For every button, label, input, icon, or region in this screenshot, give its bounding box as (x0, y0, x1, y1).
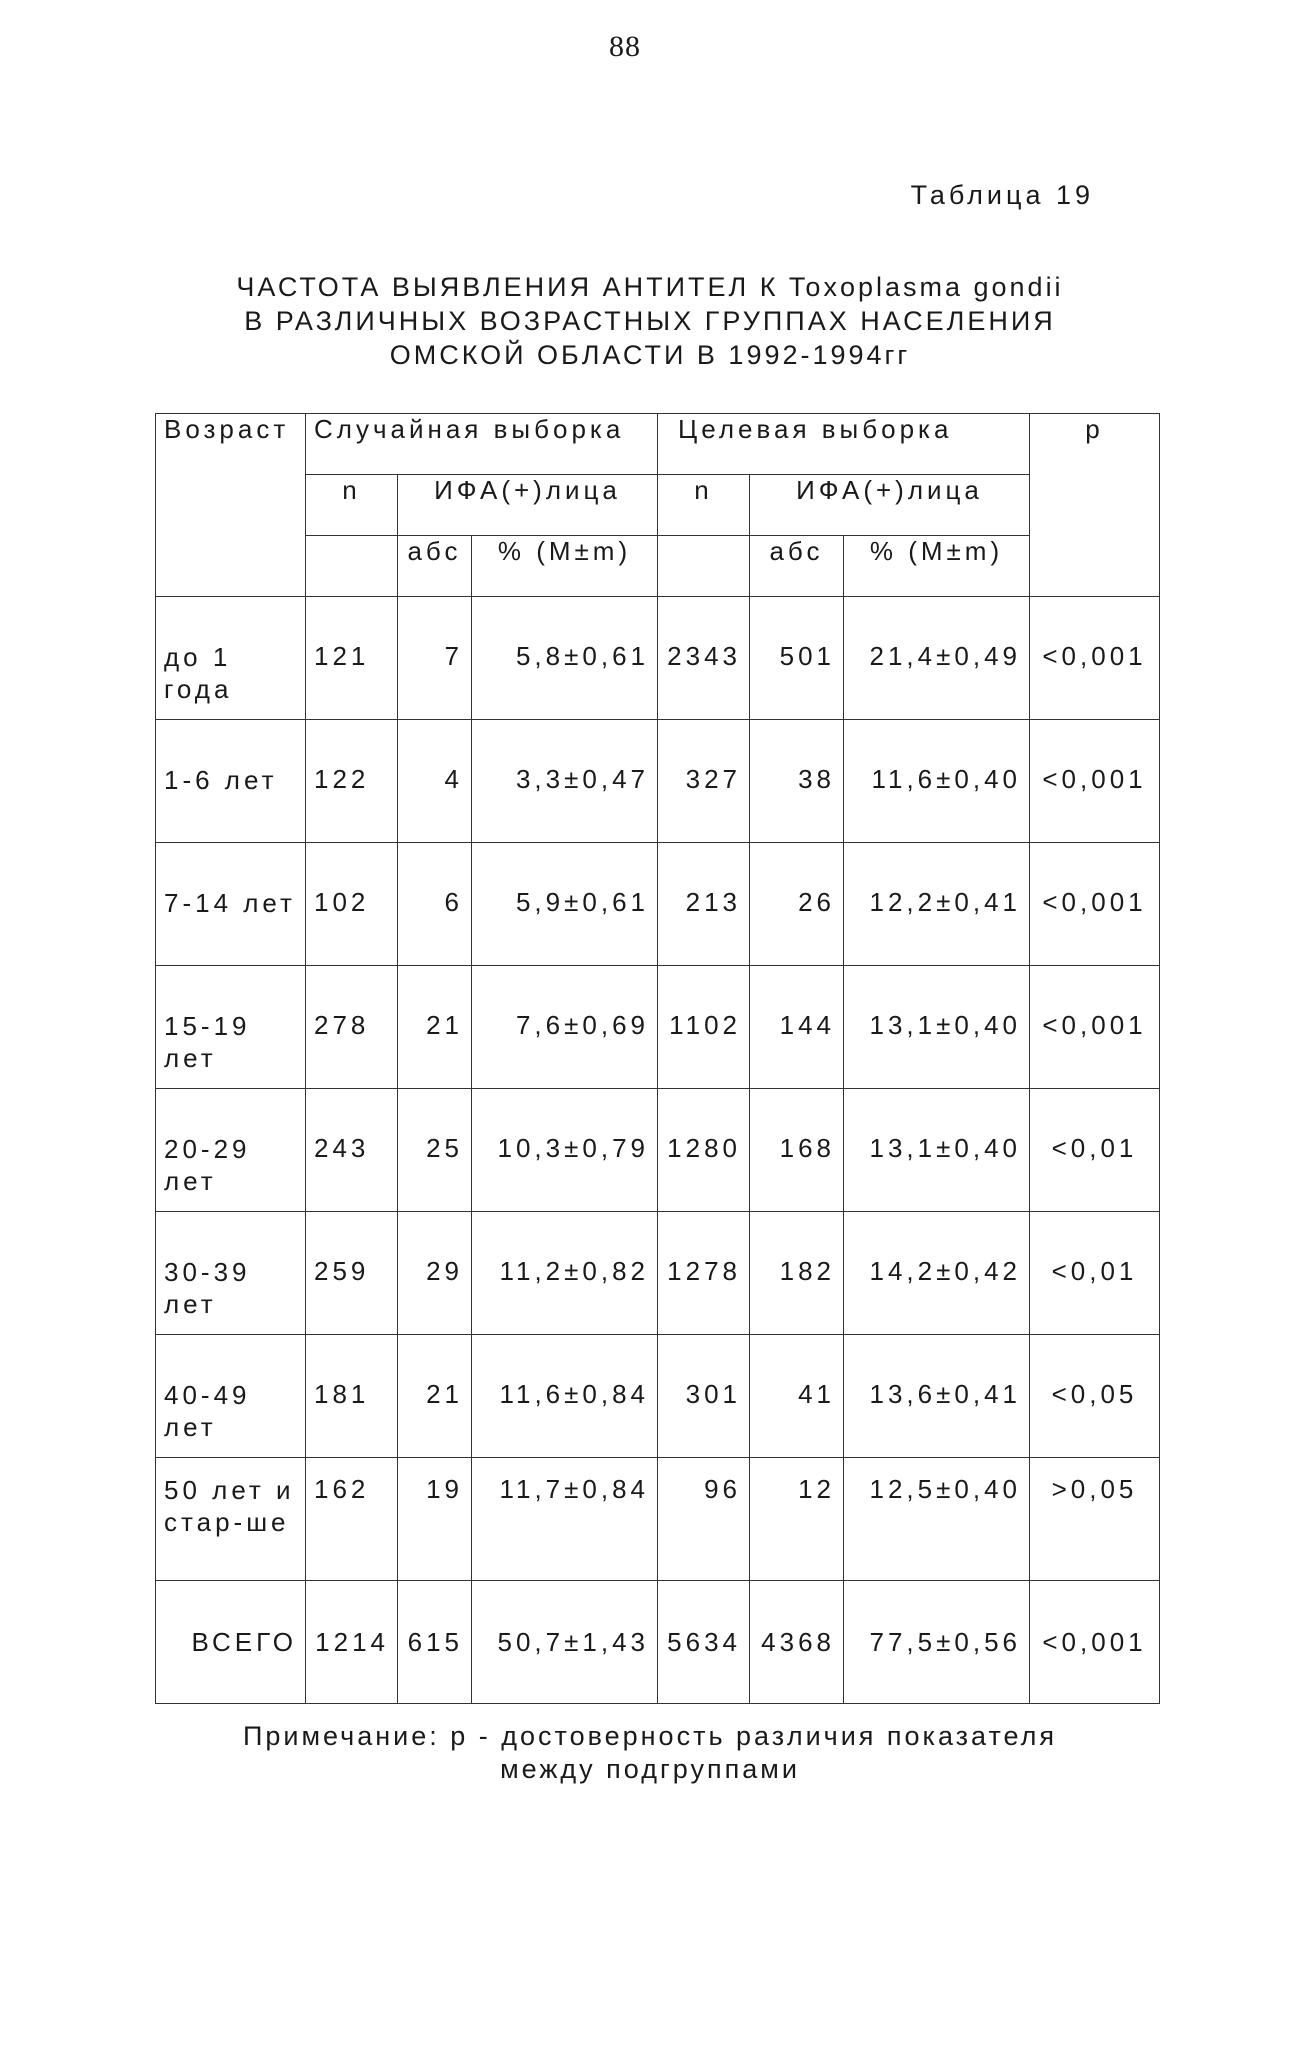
cell-pct-target: 13,6±0,41 (844, 1335, 1030, 1458)
header-p: p (1030, 414, 1160, 597)
cell-n-random: 259 (306, 1212, 398, 1335)
cell-n-random: 122 (306, 720, 398, 843)
cell-age: 30-39 лет (156, 1212, 306, 1335)
cell-age: до 1 года (156, 597, 306, 720)
header-abs-random: абс (398, 536, 472, 597)
cell-abs-target: 12 (750, 1458, 844, 1581)
page-number: 88 (609, 30, 641, 63)
cell-pct-random: 11,2±0,82 (472, 1212, 658, 1335)
cell-pct-random: 11,6±0,84 (472, 1335, 658, 1458)
header-ifa-target: ИФА(+)лица (750, 475, 1030, 536)
data-table (155, 413, 1160, 1704)
cell-pct-random: 5,9±0,61 (472, 843, 658, 966)
cell-p: <0,001 (1030, 597, 1160, 720)
header-ifa-random: ИФА(+)лица (398, 475, 658, 536)
cell-n-target: 327 (658, 720, 750, 843)
cell-age: 15-19 лет (156, 966, 306, 1089)
cell-n-random: 243 (306, 1089, 398, 1212)
footnote-line-1: Примечание: p - достоверность различия показателя (242, 1721, 1058, 1751)
cell-abs-random: 29 (398, 1212, 472, 1335)
cell-pct-target: 13,1±0,40 (844, 966, 1030, 1089)
cell-p: <0,001 (1030, 720, 1160, 843)
table-row (156, 843, 1160, 966)
cell-p: <0,05 (1030, 1335, 1160, 1458)
cell-abs-random: 4 (398, 720, 472, 843)
total-cell-n-random: 1214 (306, 1581, 398, 1704)
header-target-sample: Целевая выборка (658, 414, 1030, 475)
cell-n-target: 213 (658, 843, 750, 966)
cell-abs-random: 25 (398, 1089, 472, 1212)
footnote (150, 1720, 1150, 1786)
cell-n-target: 1280 (658, 1089, 750, 1212)
cell-abs-target: 144 (750, 966, 844, 1089)
cell-p: <0,01 (1030, 1089, 1160, 1212)
cell-n-random: 181 (306, 1335, 398, 1458)
header-abs-target: абс (750, 536, 844, 597)
total-cell-abs-random: 615 (398, 1581, 472, 1704)
cell-abs-target: 168 (750, 1089, 844, 1212)
cell-n-random: 102 (306, 843, 398, 966)
total-cell-abs-target: 4368 (750, 1581, 844, 1704)
cell-abs-target: 26 (750, 843, 844, 966)
table-row (156, 720, 1160, 843)
cell-n-target: 1102 (658, 966, 750, 1089)
total-row (156, 1581, 1160, 1704)
table-row (156, 597, 1160, 720)
cell-pct-target: 12,5±0,40 (844, 1458, 1030, 1581)
cell-n-target: 2343 (658, 597, 750, 720)
title-line-3: ОМСКОЙ ОБЛАСТИ В 1992-1994гг (389, 340, 911, 370)
cell-age: 50 лет и стар-ше (156, 1458, 306, 1581)
header-n-target: n (658, 475, 750, 536)
header-n-random: n (306, 475, 398, 536)
cell-n-target: 96 (658, 1458, 750, 1581)
cell-age: 7-14 лет (156, 843, 306, 966)
cell-abs-target: 182 (750, 1212, 844, 1335)
cell-n-random: 162 (306, 1458, 398, 1581)
cell-p: <0,001 (1030, 966, 1160, 1089)
cell-pct-target: 14,2±0,42 (844, 1212, 1030, 1335)
cell-age: 40-49 лет (156, 1335, 306, 1458)
header-random-sample: Случайная выборка (306, 414, 658, 475)
cell-pct-target: 12,2±0,41 (844, 843, 1030, 966)
header-blank-target (658, 536, 750, 597)
header-pct-random: % (M±m) (472, 536, 658, 597)
table-row (156, 1335, 1160, 1458)
total-cell-age: ВСЕГО (156, 1581, 306, 1704)
cell-n-random: 278 (306, 966, 398, 1089)
cell-p: <0,001 (1030, 843, 1160, 966)
table-title (150, 270, 1150, 372)
title-line-1: ЧАСТОТА ВЫЯВЛЕНИЯ АНТИТЕЛ К Toxoplasma gondii (236, 272, 1064, 302)
footnote-line-2: между подгруппами (500, 1754, 800, 1784)
cell-abs-random: 6 (398, 843, 472, 966)
table-row (156, 1458, 1160, 1581)
table-number: Таблица 19 (910, 180, 1094, 210)
header-pct-target: % (M±m) (844, 536, 1030, 597)
table-row (156, 966, 1160, 1089)
cell-pct-target: 13,1±0,40 (844, 1089, 1030, 1212)
total-cell-pct-target: 77,5±0,56 (844, 1581, 1030, 1704)
cell-pct-random: 10,3±0,79 (472, 1089, 658, 1212)
cell-pct-random: 11,7±0,84 (472, 1458, 658, 1581)
cell-n-target: 1278 (658, 1212, 750, 1335)
table-row (156, 1089, 1160, 1212)
cell-abs-random: 19 (398, 1458, 472, 1581)
total-cell-n-target: 5634 (658, 1581, 750, 1704)
cell-pct-target: 11,6±0,40 (844, 720, 1030, 843)
cell-age: 20-29 лет (156, 1089, 306, 1212)
cell-abs-random: 21 (398, 966, 472, 1089)
cell-pct-random: 5,8±0,61 (472, 597, 658, 720)
title-line-2: В РАЗЛИЧНЫХ ВОЗРАСТНЫХ ГРУППАХ НАСЕЛЕНИЯ (244, 306, 1056, 336)
cell-age: 1-6 лет (156, 720, 306, 843)
cell-n-target: 301 (658, 1335, 750, 1458)
cell-abs-random: 21 (398, 1335, 472, 1458)
cell-p: <0,01 (1030, 1212, 1160, 1335)
total-cell-p: <0,001 (1030, 1581, 1160, 1704)
table-row (156, 1212, 1160, 1335)
cell-n-random: 121 (306, 597, 398, 720)
header-blank-random (306, 536, 398, 597)
cell-abs-target: 38 (750, 720, 844, 843)
cell-pct-random: 7,6±0,69 (472, 966, 658, 1089)
cell-abs-random: 7 (398, 597, 472, 720)
cell-abs-target: 41 (750, 1335, 844, 1458)
cell-abs-target: 501 (750, 597, 844, 720)
header-age: Возраст (156, 414, 306, 597)
cell-pct-target: 21,4±0,49 (844, 597, 1030, 720)
cell-pct-random: 3,3±0,47 (472, 720, 658, 843)
cell-p: >0,05 (1030, 1458, 1160, 1581)
total-cell-pct-random: 50,7±1,43 (472, 1581, 658, 1704)
